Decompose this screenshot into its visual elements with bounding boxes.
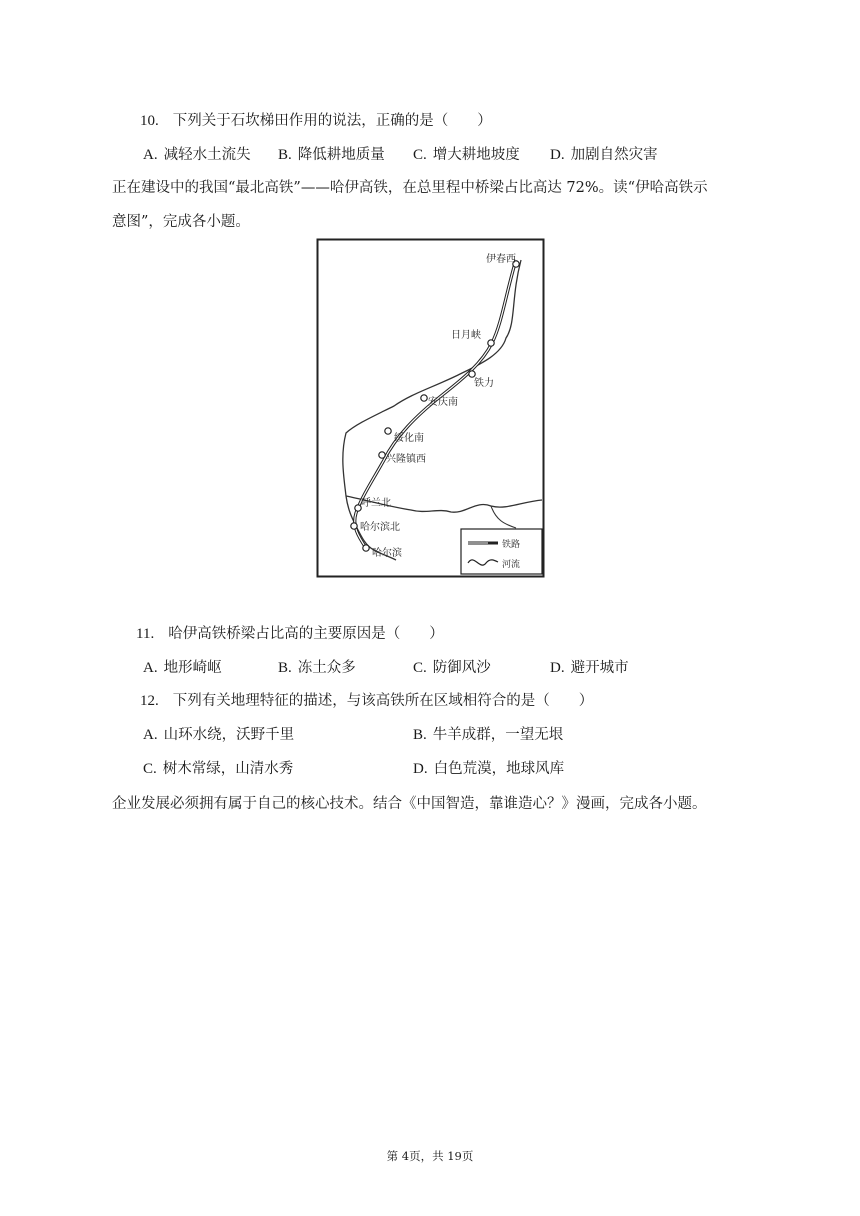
question-11-stem	[136, 624, 444, 644]
station-label: 伊春西	[486, 254, 516, 265]
q10-option-c	[413, 145, 520, 165]
q12-option-d	[413, 759, 564, 779]
option-letter: B.	[278, 660, 292, 676]
q11-option-d	[550, 658, 629, 678]
legend-railway-label: 铁路	[502, 540, 521, 550]
q10-option-d	[550, 145, 658, 165]
option-letter: B.	[413, 727, 427, 743]
legend-river-label: 河流	[502, 560, 521, 570]
option-text: 牛羊成群，一望无垠	[432, 727, 564, 743]
station-label: 哈尔滨北	[360, 522, 400, 533]
option-letter: D.	[550, 660, 565, 676]
q12-option-a	[143, 725, 294, 745]
option-letter: A.	[143, 147, 158, 163]
q11-option-a	[143, 658, 222, 678]
station-riyuexia	[488, 340, 494, 346]
station-harbin-bei	[351, 523, 357, 529]
station-suihua-nan	[385, 428, 391, 434]
option-letter: D.	[550, 147, 565, 163]
option-text: 降低耕地质量	[297, 147, 385, 163]
option-letter: B.	[278, 147, 292, 163]
station-label: 日月峡	[451, 330, 481, 341]
station-label: 呼兰北	[361, 498, 391, 509]
station-label: 兴隆镇西	[386, 454, 426, 465]
option-letter: A.	[143, 727, 158, 743]
question-number: 12.	[140, 693, 159, 709]
option-letter: C.	[413, 147, 427, 163]
q12-option-c	[143, 759, 293, 779]
option-letter: A.	[143, 660, 158, 676]
q10-option-a	[143, 145, 251, 165]
map-legend	[461, 529, 542, 574]
station-tieli	[469, 371, 475, 377]
q10-option-b	[278, 145, 385, 165]
intro-paragraph-line-2: 意图”，完成各小题。	[112, 214, 250, 230]
option-text: 减轻水土流失	[163, 147, 251, 163]
page-footer: 第 4页，共 19页	[386, 1149, 474, 1163]
question-number: 11.	[136, 626, 155, 642]
intro-paragraph-line-1: 正在建设中的我国“最北高铁”——哈伊高铁，在总里程中桥梁占比高达 72%。读“伊哈高铁示	[112, 180, 708, 196]
question-number: 10.	[140, 113, 159, 129]
q11-option-c	[413, 658, 491, 678]
option-text: 冻土众多	[297, 660, 356, 676]
option-letter: C.	[143, 761, 157, 777]
option-letter: C.	[413, 660, 427, 676]
question-text: 下列有关地理特征的描述，与该高铁所在区域相符合的是（ ）	[172, 693, 594, 709]
option-letter: D.	[413, 761, 428, 777]
q12-option-b	[413, 725, 563, 745]
question-12-stem	[140, 691, 593, 711]
option-text: 白色荒漠，地球风库	[433, 761, 565, 777]
station-anqing-nan	[421, 395, 427, 401]
intro-paragraph-2: 企业发展必须拥有属于自己的核心技术。结合《中国智造，靠谁造心？》漫画，完成各小题。	[112, 796, 707, 812]
question-text: 下列关于石坎梯田作用的说法，正确的是（ ）	[172, 113, 492, 129]
option-text: 加剧自然灾害	[570, 147, 658, 163]
option-text: 防御风沙	[432, 660, 491, 676]
railway-map-figure	[316, 238, 545, 578]
q11-option-b	[278, 658, 356, 678]
station-label: 安庆南	[428, 397, 458, 408]
question-10-stem	[140, 111, 492, 131]
option-text: 树木常绿，山清水秀	[162, 761, 294, 777]
station-label: 绥化南	[394, 433, 424, 444]
option-text: 增大耕地坡度	[432, 147, 520, 163]
option-text: 地形崎岖	[163, 660, 222, 676]
station-label: 哈尔滨	[372, 548, 402, 559]
station-xinglongzhen-xi	[379, 452, 385, 458]
station-harbin	[363, 545, 369, 551]
option-text: 避开城市	[570, 660, 629, 676]
option-text: 山环水绕，沃野千里	[163, 727, 295, 743]
station-label: 铁力	[474, 378, 494, 389]
question-text: 哈伊高铁桥梁占比高的主要原因是（ ）	[168, 626, 444, 642]
